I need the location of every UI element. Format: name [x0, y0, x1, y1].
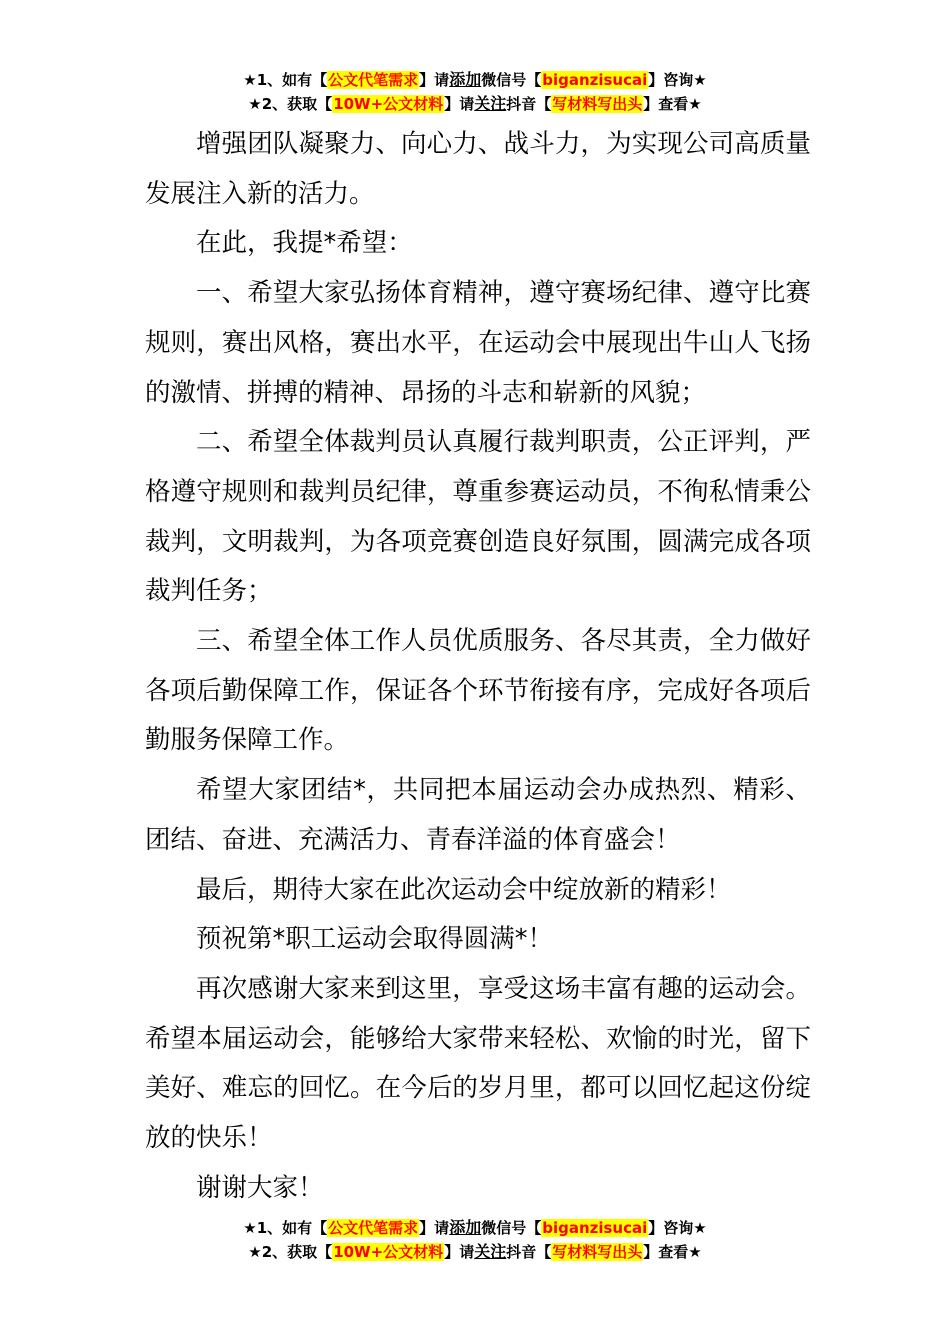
banner-text: 微信号【	[481, 71, 542, 89]
highlight-materials: 10W+公文材料	[333, 95, 444, 113]
banner-text: 微信号【	[481, 1219, 542, 1237]
header-banner	[0, 68, 950, 116]
banner-text: 抖音【	[506, 1243, 552, 1261]
banner-emphasis: 关注	[474, 1242, 507, 1261]
banner-line-1	[0, 68, 950, 92]
banner-text: 】查看★	[643, 1243, 702, 1261]
banner-text: 】请	[419, 71, 450, 89]
banner-text: 】查看★	[643, 95, 702, 113]
highlight-materials: 10W+公文材料	[333, 1243, 444, 1261]
banner-text: ★2、获取【	[248, 1243, 333, 1261]
paragraph: 谢谢大家！	[196, 1172, 324, 1203]
banner-emphasis: 添加	[449, 70, 482, 89]
banner-line-2	[0, 92, 950, 116]
banner-text: 抖音【	[506, 95, 552, 113]
paragraph: 预祝第*职工运动会取得圆满*！	[196, 924, 554, 955]
paragraph: 在此，我提*希望：	[196, 228, 413, 259]
footer-banner	[0, 1216, 950, 1264]
highlight-douyin-account: 写材料写出头	[552, 1243, 643, 1261]
banner-text: 】咨询★	[648, 71, 707, 89]
highlight-ghostwriting: 公文代笔需求	[328, 71, 419, 89]
paragraph: 再次感谢大家来到这里，享受这场丰富有趣的运动会。希望本届运动会，能够给大家带来轻松、欢愉的时光，留下美好、难忘的回忆。在今后的岁月里，都可以回忆起这份绽放的快乐！	[145, 973, 811, 1154]
paragraph: 二、希望全体裁判员认真履行裁判职责，公正评判，严格遵守规则和裁判员纪律，尊重参赛运动员，不徇私情秉公裁判，文明裁判，为各项竞赛创造良好氛围，圆满完成各项裁判任务；	[145, 427, 811, 607]
banner-text: 】请	[444, 1243, 475, 1261]
banner-emphasis: 添加	[449, 1218, 482, 1237]
document-body	[145, 120, 811, 1213]
banner-text: ★1、如有【	[243, 71, 328, 89]
highlight-wechat-id: biganzisucai	[542, 1219, 648, 1237]
banner-line-2	[0, 1240, 950, 1264]
banner-text: 】咨询★	[648, 1219, 707, 1237]
banner-line-1	[0, 1216, 950, 1240]
paragraph: 增强团队凝聚力、向心力、战斗力，为实现公司高质量发展注入新的活力。	[145, 129, 811, 209]
paragraph: 三、希望全体工作人员优质服务、各尽其责，全力做好各项后勤保障工作，保证各个环节衔接有序，完成好各项后勤服务保障工作。	[145, 626, 811, 756]
banner-text: 】请	[444, 95, 475, 113]
banner-text: ★1、如有【	[243, 1219, 328, 1237]
banner-text: ★2、获取【	[248, 95, 333, 113]
banner-emphasis: 关注	[474, 94, 507, 113]
paragraph: 最后，期待大家在此次运动会中绽放新的精彩！	[196, 874, 732, 905]
highlight-wechat-id: biganzisucai	[542, 71, 648, 89]
paragraph: 希望大家团结*，共同把本届运动会办成热烈、精彩、团结、奋进、充满活力、青春洋溢的体育盛会！	[145, 775, 811, 855]
highlight-ghostwriting: 公文代笔需求	[328, 1219, 419, 1237]
paragraph: 一、希望大家弘扬体育精神，遵守赛场纪律、遵守比赛规则，赛出风格，赛出水平，在运动会中展现出牛山人飞扬的激情、拼搏的精神、昂扬的斗志和崭新的风貌；	[145, 278, 811, 408]
banner-text: 】请	[419, 1219, 450, 1237]
highlight-douyin-account: 写材料写出头	[552, 95, 643, 113]
